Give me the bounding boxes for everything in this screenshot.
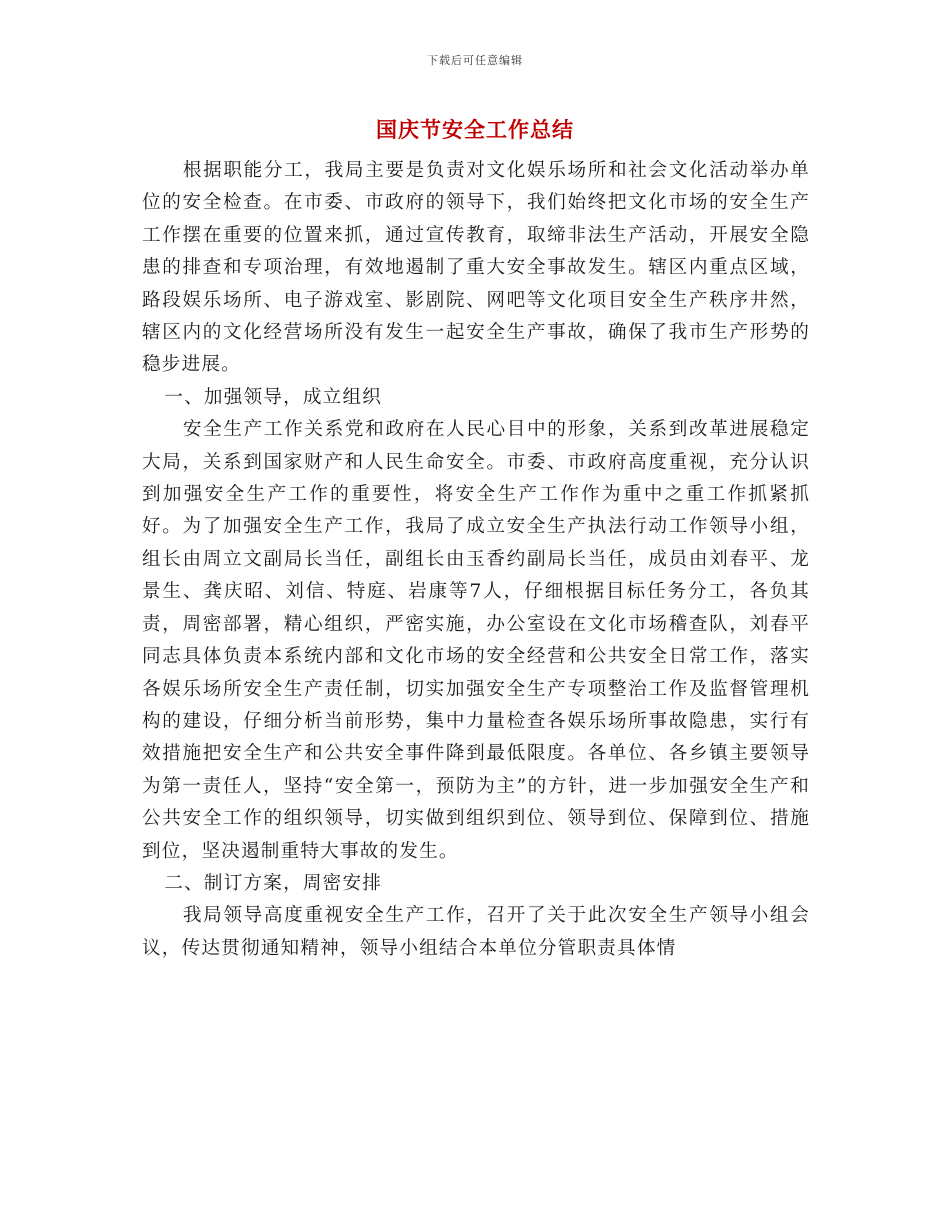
document-title: 国庆节安全工作总结 (376, 117, 574, 142)
section-heading-2: 二、制订方案，周密安排 (164, 872, 383, 894)
paragraph-intro: 根据职能分工，我局主要是负责对文化娱乐场所和社会文化活动举办单位的安全检查。在市委、市政府的领导下，我们始终把文化市场的安全生产工作摆在重要的位置来抓，通过宣传教育，取缔非法生产活动，开展安全隐患的排查和专项治理，有效地遏制了重大安全事故发生。辖区内重点区域，路段娱乐场所、电子游戏室、影剧院、网吧等文化项目安全生产秩序井然，辖区内的文化经营场所没有发生一起安全生产事故，确保了我市生产形势的稳步进展。 (142, 160, 810, 376)
paragraph-section-1: 安全生产工作关系党和政府在人民心目中的形象，关系到改革进展稳定大局，关系到国家财产和人民生命安全。市委、市政府高度重视，充分认识到加强安全生产工作的重要性，将安全生产工作作为重中之重工作抓紧抓好。为了加强安全生产工作，我局了成立安全生产执法行动工作领导小组，组长由周立文副局长当任，副组长由玉香约副局长当任，成员由刘春平、龙景生、龚庆昭、刘信、特庭、岩康等7人，仔细根据目标任务分工，各负其责，周密部署，精心组织，严密实施，办公室设在文化市场稽查队，刘春平同志具体负责本系统内部和文化市场的安全经营和公共安全日常工作，落实各娱乐场所安全生产责任制，切实加强安全生产专项整治工作及监督管理机构的建设，仔细分析当前形势，集中力量检查各娱乐场所事故隐患，实行有效措施把安全生产和公共安全事件降到最低限度。各单位、各乡镇主要领导为第一责任人，坚持“安全第一，预防为主”的方针，进一步加强安全生产和公共安全工作的组织领导，切实做到组织到位、领导到位、保障到位、措施到位，坚决遏制重特大事故的发生。 (142, 419, 810, 862)
document-body (142, 155, 810, 965)
paragraph-section-2: 我局领导高度重视安全生产工作，召开了关于此次安全生产领导小组会议，传达贯彻通知精神，领导小组结合本单位分管职责具体情 (142, 905, 810, 959)
section-heading-1: 一、加强领导，成立组织 (164, 386, 383, 408)
header-note: 下载后可任意编辑 (427, 54, 523, 67)
